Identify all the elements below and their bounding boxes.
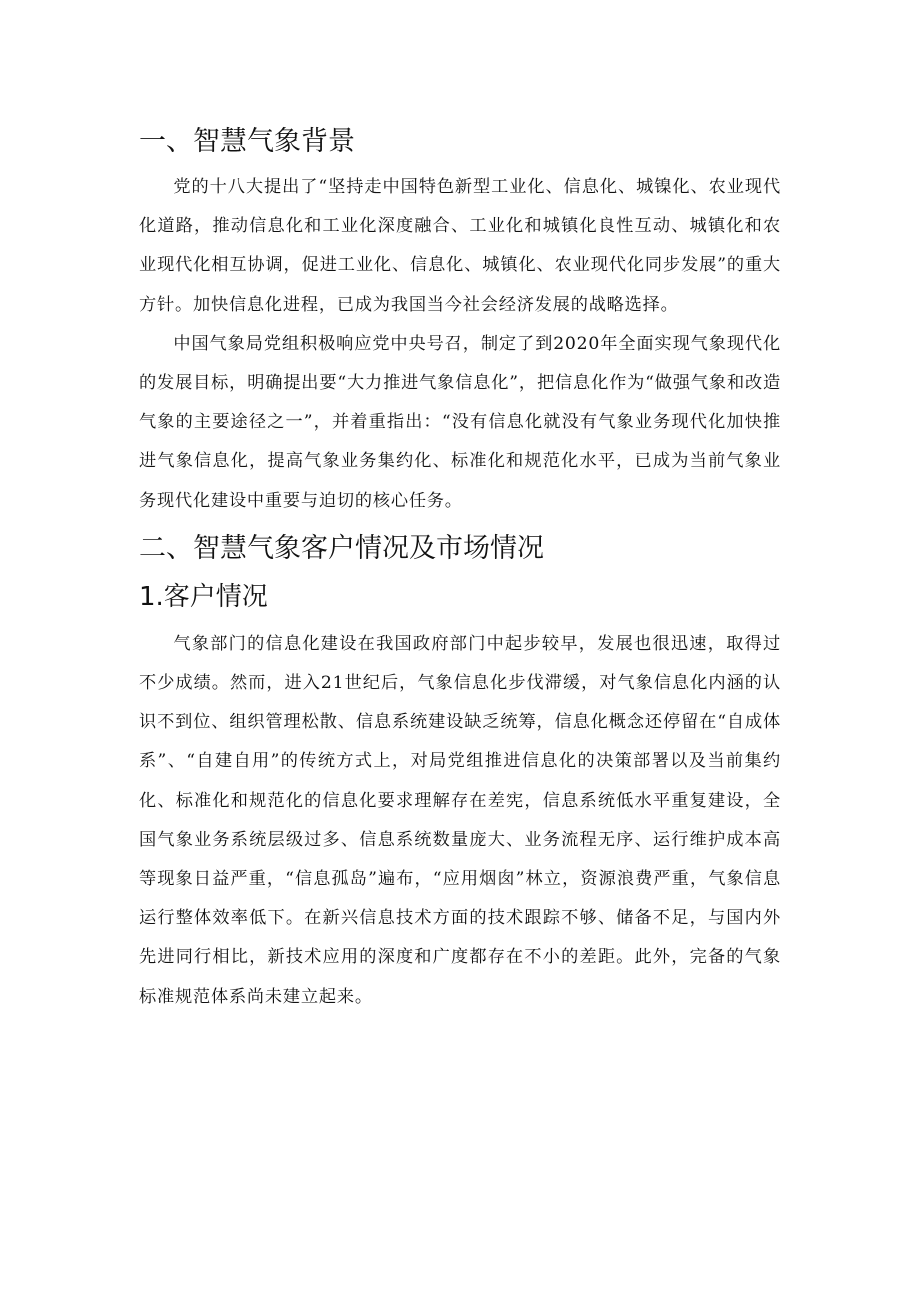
paragraph: 中国气象局党组积极响应党中央号召，制定了到2020年全面实现气象现代化的发展目标，明确提出要“大力推进气象信息化”，把信息化作为“做强气象和改造气象的主要途径之一”，并着重指出：“没有信息化就没有气象业务现代化加快推进气象信息化，提高气象业务集约化、标准化和规范化水平，已成为当前气象业务现代化建设中重要与迫切的核心任务。 bbox=[139, 333, 781, 511]
document-body bbox=[139, 120, 781, 1017]
section-heading-background: 一、智慧气象背景 bbox=[139, 126, 355, 157]
paragraph: 气象部门的信息化建设在我国政府部门中起步较早，发展也很迅速，取得过不少成绩。然而，进入21世纪后，气象信息化步伐滞缓，对气象信息化内涵的认识不到位、组织管理松散、信息系统建设缺乏统筹，信息化概念还停留在“自成体系”、“自建自用”的传统方式上，对局党组推进信息化的决策部署以及当前集约化、标准化和规范化的信息化要求理解存在差宪，信息系统低水平重复建设，全国气象业务系统层级过多、信息系统数量庞大、业务流程无序、运行维护成本高等现象日益严重，“信息孤岛”遍布，“应用烟囱”林立，资源浪费严重，气象信息运行整体效率低下。在新兴信息技术方面的技术跟踪不够、储备不足，与国内外先进同行相比，新技术应用的深度和广度都存在不小的差距。此外，完备的气象标准规范体系尚未建立起来。 bbox=[139, 633, 781, 1007]
paragraph: 党的十八大提出了“坚持走中国特色新型工业化、信息化、城镍化、农业现代化道路，推动信息化和工业化深度融合、工业化和城镇化良性互动、城镇化和农业现代化相互协调，促进工业化、信息化、城镇化、农业现代化同步发展”的重大方针。加快信息化进程，已成为我国当今社会经济发展的战略选择。 bbox=[139, 177, 781, 315]
section-heading-customers-market: 二、智慧气象客户情况及市场情况 bbox=[139, 532, 544, 564]
subsection-heading-customers: 1.客户情况 bbox=[139, 581, 268, 612]
